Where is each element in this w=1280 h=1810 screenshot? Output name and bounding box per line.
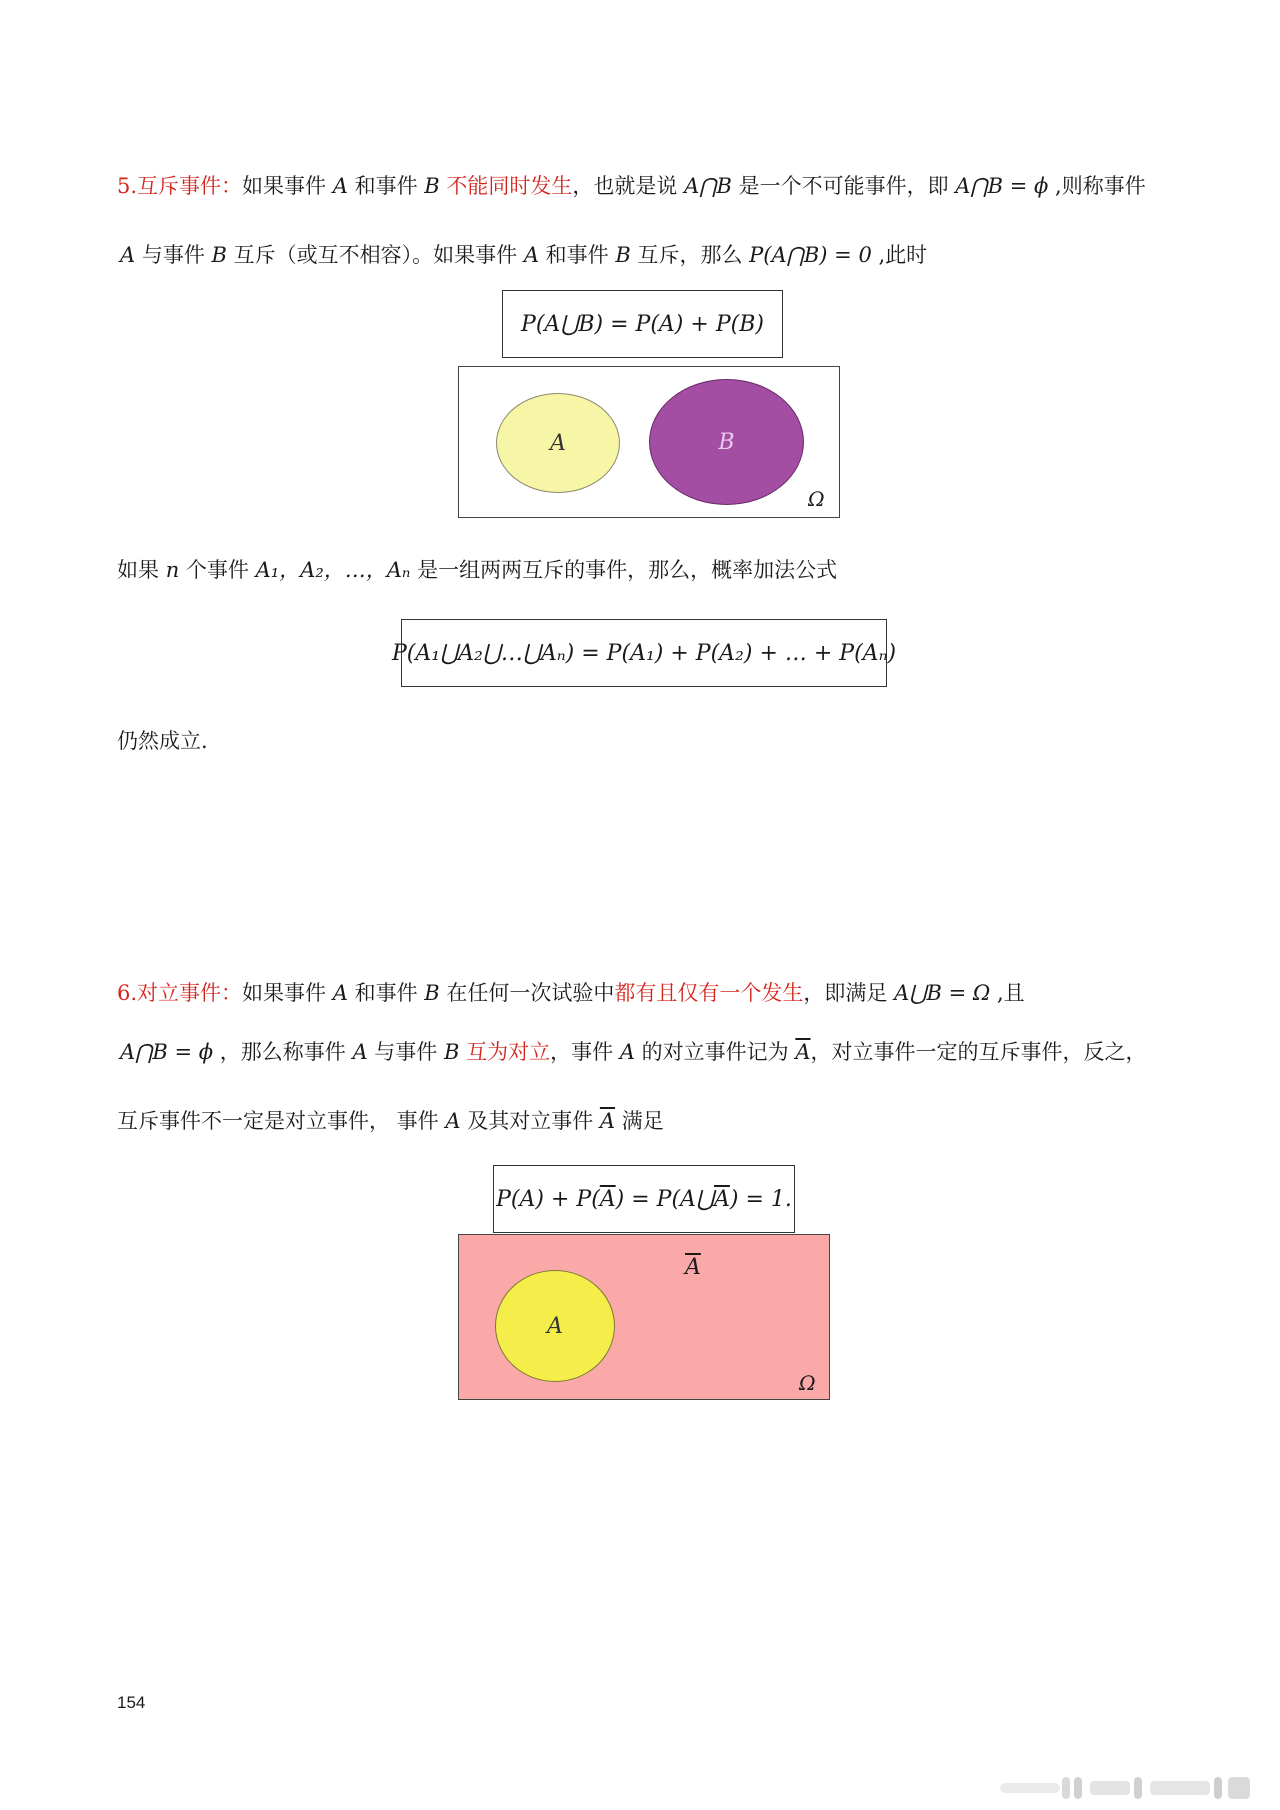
complement-label: $\overline{A}$ (685, 1255, 701, 1280)
addition-formula-box (502, 290, 783, 358)
venn-circle-b: B (649, 379, 804, 505)
venn-diagram-mutually-exclusive (458, 366, 840, 518)
section6-line3: 互斥事件不一定是对立事件， 事件 A 及其对立事件 $\overline{A}$ 满足 (117, 1109, 664, 1133)
section5-line1: 5.互斥事件：如果事件 A 和事件 B 不能同时发生，也就是说 A⋂B 是一个不可能事件，即 A⋂B = ϕ ,则称事件 (117, 174, 1146, 198)
addition-formula: P(A⋃B) = P(A) + P(B) (521, 311, 764, 337)
section5-line4: 仍然成立. (117, 729, 208, 753)
emphasis-text: 都有且仅有一个发生 (614, 981, 804, 1005)
section6-heading: 6.对立事件： (117, 981, 243, 1005)
venn-diagram-complement (458, 1234, 830, 1400)
venn-circle-a: A (495, 1270, 615, 1382)
section5-heading: 5.互斥事件： (117, 174, 243, 198)
emphasis-text: 互为对立 (466, 1040, 551, 1064)
page-number: 154 (117, 1693, 146, 1712)
emphasis-text: 不能同时发生 (439, 174, 573, 198)
section6-line2: A⋂B = ϕ ，那么称事件 A 与事件 B 互为对立，事件 A 的对立事件记为 $\overline{A}$，对立事件一定的互斥事件，反之， (120, 1040, 1147, 1064)
universe-label: Ω (799, 1371, 816, 1395)
watermark-icon (1000, 1775, 1255, 1801)
general-addition-formula: P(A₁⋃A₂⋃…⋃Aₙ) = P(A₁) + P(A₂) + … + P(Aₙ) (391, 640, 897, 666)
complement-formula-box (493, 1165, 795, 1233)
universe-label: Ω (808, 487, 825, 511)
section6-line1: 6.对立事件：如果事件 A 和事件 B 在任何一次试验中都有且仅有一个发生，即满足 A⋃B = Ω ,且 (117, 981, 1025, 1005)
complement-formula: $P(A) + P(\overline{A})$ = $P(A⋃\overline{A}) = 1$. (496, 1186, 792, 1212)
general-addition-formula-box (391, 619, 897, 687)
section5-line3: 如果 n 个事件 A₁，A₂，…，Aₙ 是一组两两互斥的事件，那么，概率加法公式 (117, 558, 838, 582)
venn-circle-a: A (496, 393, 620, 493)
section5-line2: A 与事件 B 互斥（或互不相容）。如果事件 A 和事件 B 互斥，那么 P(A⋂B) = 0 ,此时 (120, 243, 928, 267)
